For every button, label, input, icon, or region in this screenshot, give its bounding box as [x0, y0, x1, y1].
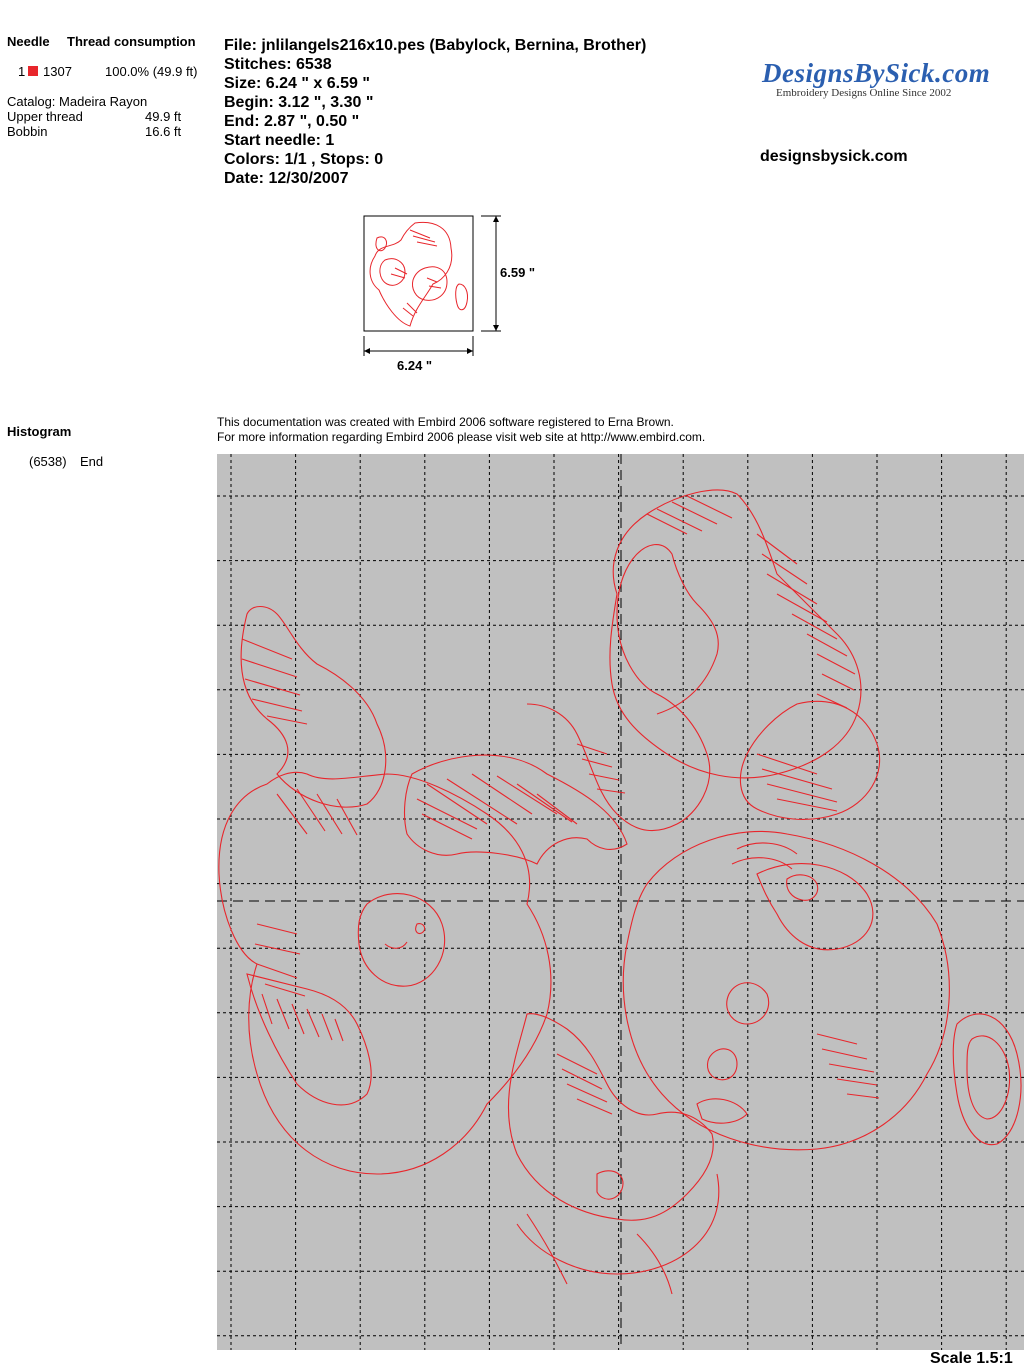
design-preview: [217, 454, 1024, 1350]
date: Date: 12/30/2007: [224, 170, 349, 187]
thread-color-swatch: [28, 66, 38, 76]
needle-number: 1: [18, 64, 26, 79]
thread-percentage: 100.0% (49.9 ft): [105, 64, 198, 79]
histogram-title: Histogram: [7, 424, 72, 439]
design-thumbnail: [355, 208, 555, 378]
thumb-width-label: 6.24 ": [397, 358, 433, 373]
thread-consumption-header: Thread consumption: [67, 34, 196, 49]
bobbin-label: Bobbin: [7, 124, 48, 139]
file-name: File: jnlilangels216x10.pes (Babylock, Bernina, Brother): [224, 37, 647, 54]
end-point: End: 2.87 ", 0.50 ": [224, 113, 360, 130]
notice-line-2: For more information regarding Embird 2006 please visit web site at http://www.embird.com.: [217, 430, 706, 444]
start-needle: Start needle: 1: [224, 132, 335, 149]
stitch-count: Stitches: 6538: [224, 56, 332, 73]
bobbin-value: 16.6 ft: [145, 124, 182, 139]
needle-header: Needle: [7, 34, 50, 49]
upper-thread-value: 49.9 ft: [145, 109, 182, 124]
thread-code: 1307: [43, 64, 72, 79]
upper-thread-label: Upper thread: [7, 109, 83, 124]
site-url: designsbysick.com: [760, 148, 908, 165]
notice-line-1: This documentation was created with Embird 2006 software registered to Erna Brown.: [217, 415, 674, 429]
catalog-label: Catalog: Madeira Rayon: [7, 94, 148, 109]
begin-point: Begin: 3.12 ", 3.30 ": [224, 94, 374, 111]
design-size: Size: 6.24 " x 6.59 ": [224, 75, 370, 92]
colors-stops: Colors: 1/1 , Stops: 0: [224, 151, 384, 168]
scale-label: Scale 1.5:1: [930, 1350, 1013, 1367]
brand-tagline: Embroidery Designs Online Since 2002: [776, 87, 952, 99]
histogram-end: End: [80, 454, 104, 469]
thumb-height-label: 6.59 ": [500, 265, 536, 280]
histogram-count: (6538): [29, 454, 67, 469]
brand-logo: DesignsBySick.com: [762, 58, 991, 88]
